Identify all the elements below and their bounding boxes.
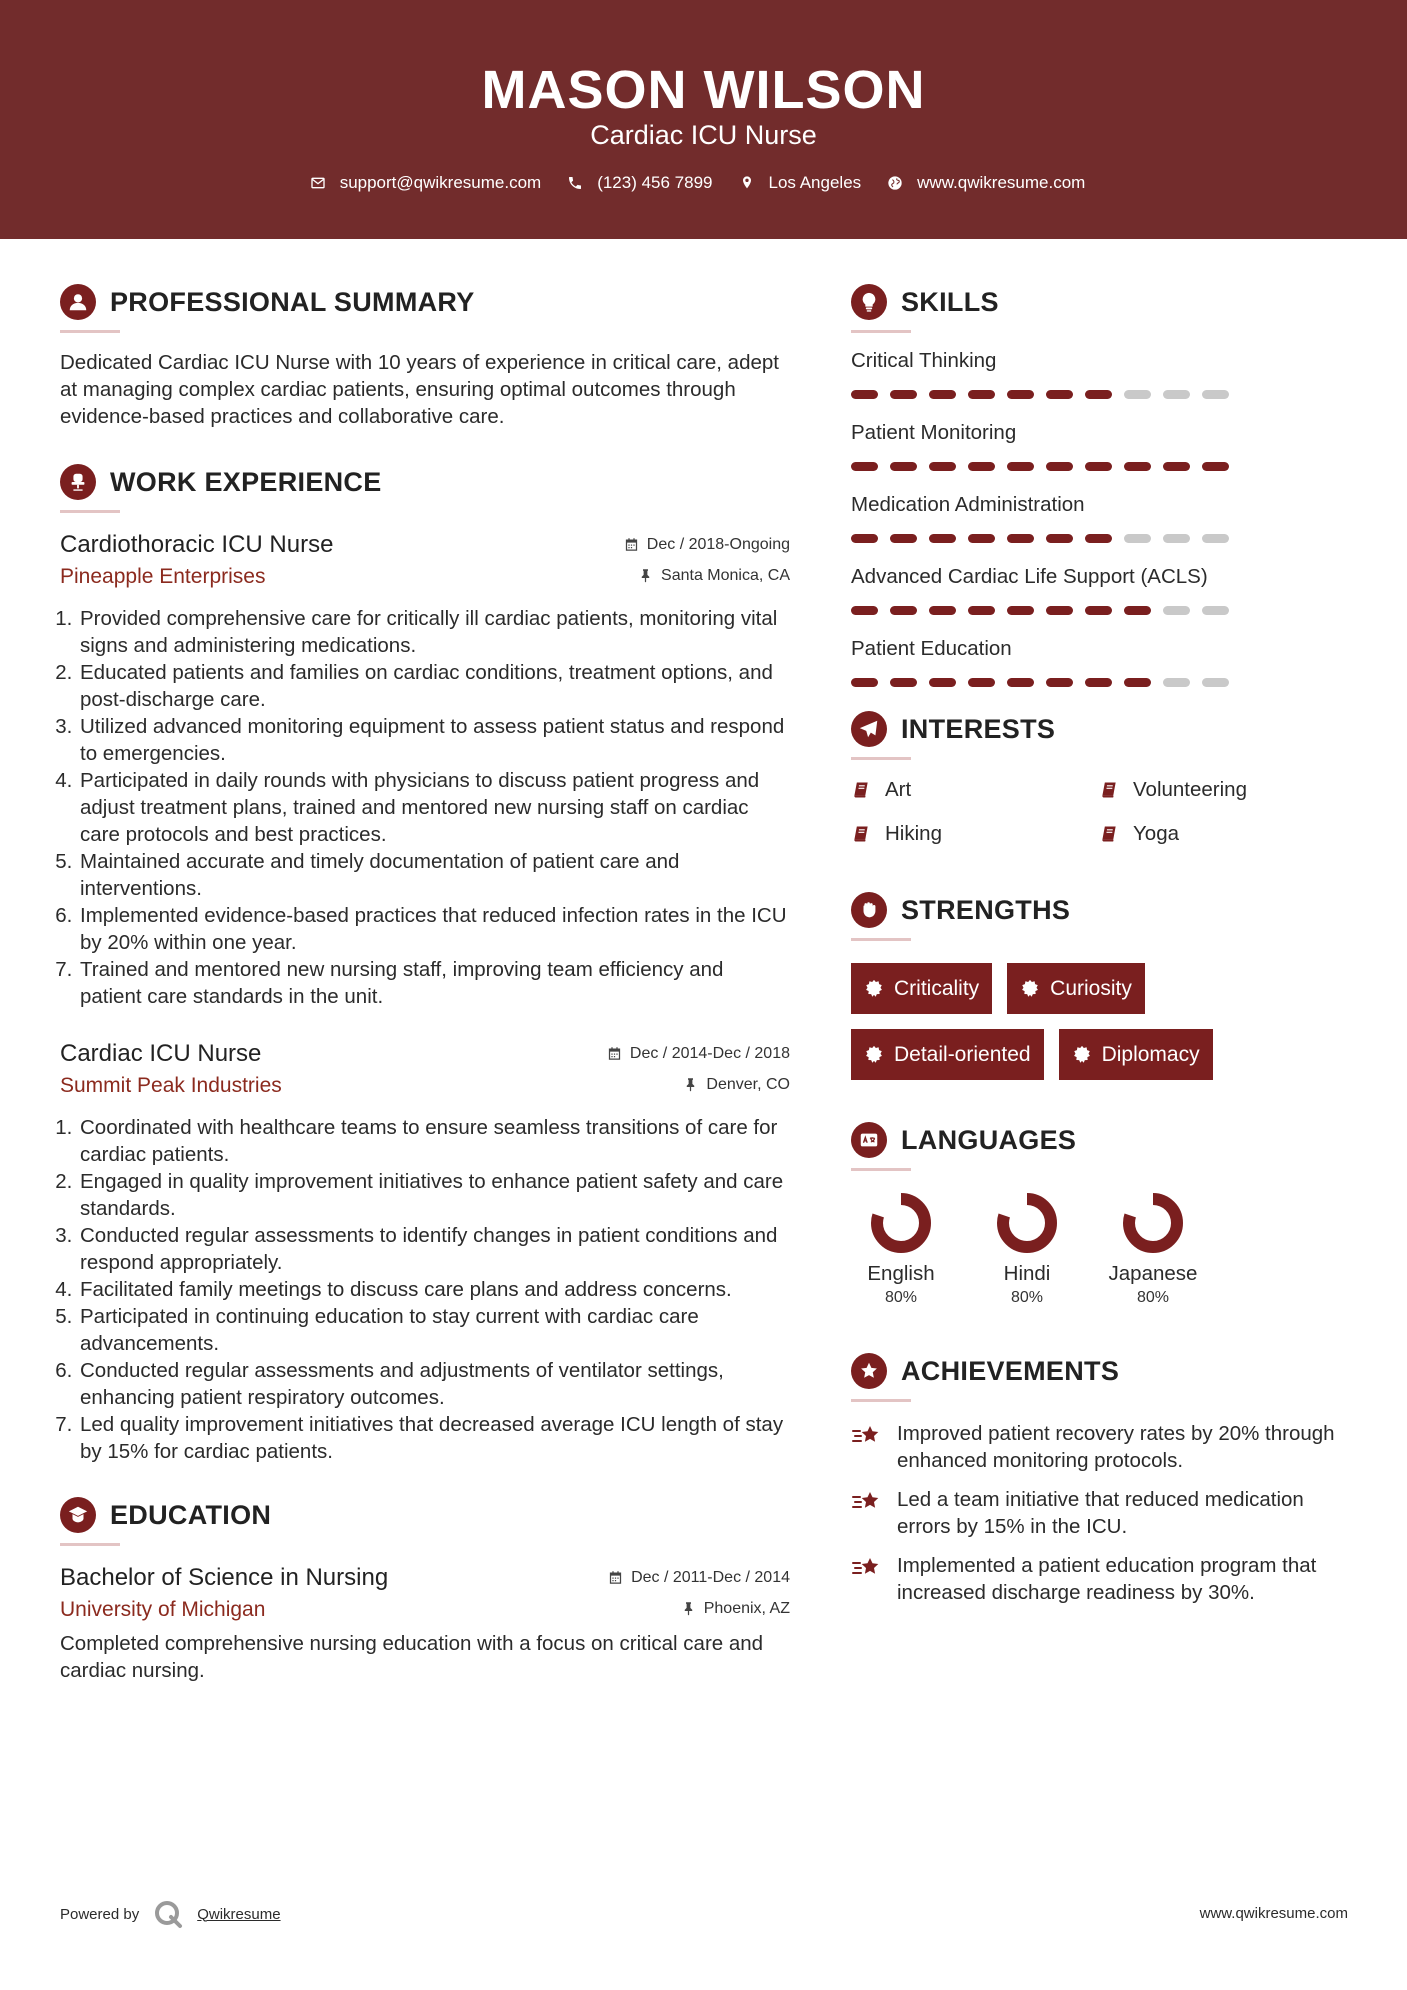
- company-name: Pineapple Enterprises: [60, 565, 266, 588]
- education-date: [608, 1569, 790, 1587]
- strength-tag: [851, 963, 992, 1014]
- skill-dash-empty: [1124, 534, 1151, 543]
- skills-section: [851, 280, 1351, 687]
- contact-email[interactable]: [310, 170, 542, 196]
- job-date: [607, 1045, 790, 1063]
- skill-dash-empty: [1163, 678, 1190, 687]
- strength-tag: [1007, 963, 1145, 1014]
- calendar-icon: [607, 1046, 622, 1061]
- skill-name: Patient Monitoring: [851, 421, 1017, 444]
- badge-icon: [1072, 1045, 1092, 1065]
- interest-item: [1099, 820, 1319, 848]
- skill-dash-filled: [968, 390, 995, 399]
- skill-dash-empty: [1202, 606, 1229, 615]
- footer-powered-by: [60, 1897, 281, 1931]
- skill-dash-filled: [1046, 678, 1073, 687]
- duty-item: 4. Facilitated family meetings to discuss care plans and address concerns.: [78, 1276, 790, 1303]
- language-name: Hindi: [1003, 1262, 1051, 1285]
- right-column: [851, 280, 1351, 1618]
- skill-dash-filled: [851, 534, 878, 543]
- skill-dash-filled: [890, 534, 917, 543]
- skill-dash-filled: [1007, 390, 1034, 399]
- interest-item: [851, 776, 1099, 804]
- footer-website[interactable]: www.qwikresume.com: [1199, 1905, 1348, 1922]
- paper-plane-icon: [851, 711, 887, 747]
- strengths-heading: STRENGTHS: [901, 894, 1071, 925]
- badge-icon: [1020, 979, 1040, 999]
- heading-underline: [851, 330, 911, 333]
- strength-tag: [1059, 1029, 1213, 1080]
- interest-list: [851, 776, 1351, 848]
- achievement-text: Implemented a patient education program that increased discharge readiness by 30%.: [897, 1554, 1317, 1604]
- website-text: www.qwikresume.com: [917, 173, 1086, 192]
- skill-dash-filled: [1124, 678, 1151, 687]
- skill-name: Advanced Cardiac Life Support (ACLS): [851, 565, 1208, 588]
- heading-underline: [60, 1543, 120, 1546]
- language-percent: 80%: [884, 1289, 918, 1306]
- duty-item: 7. Led quality improvement initiatives that decreased average ICU length of stay by 15% for cardiac patients.: [78, 1411, 790, 1465]
- skill-level-bar: [851, 678, 1351, 687]
- contact-bar: [0, 170, 1407, 196]
- skill-name: Critical Thinking: [851, 349, 997, 372]
- job-location: [638, 567, 790, 585]
- skill-dash-filled: [890, 678, 917, 687]
- duty-item: 1. Provided comprehensive care for critically ill cardiac patients, monitoring vital signs and administering medications.: [78, 605, 790, 659]
- skill-dash-filled: [1124, 462, 1151, 471]
- language-ring: [995, 1191, 1059, 1255]
- book-icon: [1099, 780, 1119, 800]
- skill-item: [851, 635, 1351, 687]
- achievement-item: [851, 1552, 1351, 1606]
- experience-section: [60, 460, 790, 1465]
- skill-dash-filled: [1007, 606, 1034, 615]
- skill-dash-filled: [968, 462, 995, 471]
- book-icon: [851, 824, 871, 844]
- skill-dash-filled: [1007, 534, 1034, 543]
- skill-item: [851, 347, 1351, 399]
- badge-icon: [864, 979, 884, 999]
- powered-by-text: Powered by: [60, 1905, 140, 1923]
- language-name: English: [867, 1262, 935, 1285]
- skill-dash-filled: [1085, 606, 1112, 615]
- experience-heading: WORK EXPERIENCE: [110, 466, 382, 497]
- strength-label: Criticality: [894, 976, 980, 1000]
- skill-dash-empty: [1202, 390, 1229, 399]
- skill-level-bar: [851, 390, 1351, 399]
- duty-list: [60, 605, 790, 1010]
- globe-icon: [887, 175, 903, 191]
- language-item: [851, 1191, 951, 1309]
- heading-underline: [60, 330, 120, 333]
- candidate-title: Cardiac ICU Nurse: [590, 120, 817, 150]
- calendar-icon: [624, 537, 639, 552]
- skill-name: Medication Administration: [851, 493, 1085, 516]
- achievement-item: [851, 1420, 1351, 1474]
- skill-dash-filled: [851, 390, 878, 399]
- skill-dash-filled: [1163, 462, 1190, 471]
- pushpin-icon: [681, 1601, 696, 1616]
- skill-level-bar: [851, 462, 1351, 471]
- skill-dash-filled: [929, 678, 956, 687]
- skill-dash-empty: [1202, 678, 1229, 687]
- skill-dash-filled: [1124, 606, 1151, 615]
- job-title: Cardiothoracic ICU Nurse: [60, 531, 334, 558]
- strength-list: [851, 963, 1291, 1080]
- degree-title: Bachelor of Science in Nursing: [60, 1564, 389, 1591]
- language-percent: 80%: [1010, 1289, 1044, 1306]
- interest-label: Hiking: [885, 822, 942, 845]
- summary-section: [60, 280, 790, 430]
- calendar-icon: [608, 1570, 623, 1585]
- summary-heading: PROFESSIONAL SUMMARY: [110, 286, 475, 317]
- qwikresume-logo: [151, 1897, 185, 1931]
- language-name: Japanese: [1108, 1262, 1198, 1285]
- book-icon: [1099, 824, 1119, 844]
- job-location: [683, 1076, 790, 1094]
- lightbulb-icon: [851, 284, 887, 320]
- duty-item: 6. Conducted regular assessments and adjustments of ventilator settings, enhancing patient respiratory outcomes.: [78, 1357, 790, 1411]
- summary-text: Dedicated Cardiac ICU Nurse with 10 years of experience in critical care, adept at managing complex cardiac patients, ensuring optimal outcomes through evidence-based practices and collaborative care.: [60, 351, 779, 428]
- language-card-icon: [851, 1122, 887, 1158]
- skill-dash-filled: [890, 462, 917, 471]
- skill-dash-empty: [1163, 390, 1190, 399]
- skill-dash-filled: [1046, 534, 1073, 543]
- skill-level-bar: [851, 606, 1351, 615]
- heading-underline: [60, 510, 120, 513]
- school-name: University of Michigan: [60, 1598, 266, 1621]
- education-location-text: Phoenix, AZ: [703, 1599, 790, 1617]
- education-description: Completed comprehensive nursing education with a focus on critical care and cardiac nursing.: [60, 1632, 764, 1682]
- pushpin-icon: [683, 1077, 698, 1092]
- job-date: [624, 536, 790, 554]
- interest-label: Volunteering: [1133, 778, 1247, 801]
- duty-list: [60, 1114, 790, 1465]
- skill-dash-filled: [1202, 462, 1229, 471]
- skill-dash-filled: [851, 606, 878, 615]
- skill-dash-empty: [1202, 534, 1229, 543]
- skill-dash-filled: [1007, 678, 1034, 687]
- shooting-star-icon: [851, 1554, 883, 1584]
- language-percent: 80%: [1136, 1289, 1170, 1306]
- phone-icon: [567, 175, 583, 191]
- achievements-heading: ACHIEVEMENTS: [901, 1355, 1120, 1386]
- contact-phone[interactable]: [567, 170, 712, 196]
- envelope-icon: [310, 175, 326, 191]
- company-name: Summit Peak Industries: [60, 1074, 282, 1097]
- job-entry: [60, 529, 790, 1010]
- duty-item: 2. Engaged in quality improvement initiatives to enhance patient safety and care standards.: [78, 1168, 790, 1222]
- duty-item: 7. Trained and mentored new nursing staff, improving team efficiency and patient care standards in the unit.: [78, 956, 790, 1010]
- job-date-text: Dec / 2018-Ongoing: [646, 535, 790, 553]
- graduation-icon: [60, 1497, 96, 1533]
- left-column: [60, 280, 790, 1684]
- interest-label: Yoga: [1133, 822, 1179, 845]
- heading-underline: [851, 1399, 911, 1402]
- achievement-text: Improved patient recovery rates by 20% through enhanced monitoring protocols.: [897, 1422, 1335, 1472]
- strength-label: Diplomacy: [1101, 1042, 1200, 1066]
- duty-item: 6. Implemented evidence-based practices that reduced infection rates in the ICU by 20% within one year.: [78, 902, 790, 956]
- interest-item: [851, 820, 1099, 848]
- heading-underline: [851, 1168, 911, 1171]
- skill-item: [851, 563, 1351, 615]
- badge-icon: [864, 1045, 884, 1065]
- languages-heading: LANGUAGES: [901, 1124, 1077, 1155]
- skill-name: Patient Education: [851, 637, 1012, 660]
- interest-label: Art: [885, 778, 912, 801]
- job-entry: [60, 1038, 790, 1465]
- map-pin-icon: [739, 175, 755, 191]
- interests-heading: INTERESTS: [901, 713, 1056, 744]
- skill-item: [851, 419, 1351, 471]
- skill-dash-filled: [1046, 390, 1073, 399]
- language-ring: [1121, 1191, 1185, 1255]
- skill-dash-filled: [1085, 462, 1112, 471]
- skill-dash-filled: [929, 390, 956, 399]
- interest-item: [1099, 776, 1319, 804]
- skill-dash-empty: [1124, 390, 1151, 399]
- skill-dash-filled: [968, 678, 995, 687]
- duty-item: 5. Participated in continuing education to stay current with cardiac care advancements.: [78, 1303, 790, 1357]
- skill-dash-filled: [1046, 606, 1073, 615]
- email-text: support@qwikresume.com: [339, 173, 542, 192]
- skill-dash-filled: [968, 606, 995, 615]
- education-location: [681, 1600, 790, 1618]
- shooting-star-icon: [851, 1422, 883, 1452]
- skill-dash-filled: [851, 462, 878, 471]
- skill-dash-filled: [1085, 390, 1112, 399]
- resume-header: [0, 0, 1407, 239]
- briefcase-chair-icon: [60, 464, 96, 500]
- language-item: [977, 1191, 1077, 1309]
- skill-dash-empty: [1163, 606, 1190, 615]
- skill-dash-filled: [929, 462, 956, 471]
- shooting-star-icon: [851, 1488, 883, 1518]
- skill-item: [851, 491, 1351, 543]
- heading-underline: [851, 938, 911, 941]
- job-date-text: Dec / 2014-Dec / 2018: [629, 1044, 790, 1062]
- skill-dash-filled: [1046, 462, 1073, 471]
- languages-section: [851, 1118, 1351, 1309]
- duty-item: 4. Participated in daily rounds with physicians to discuss patient progress and adjust treatment plans, trained and mentored new nursing staff on cardiac care protocols and best practices.: [78, 767, 790, 848]
- skill-dash-filled: [929, 606, 956, 615]
- strengths-section: [851, 888, 1351, 1080]
- job-title: Cardiac ICU Nurse: [60, 1040, 262, 1067]
- achievement-list: [851, 1420, 1351, 1606]
- skill-level-bar: [851, 534, 1351, 543]
- phone-text: (123) 456 7899: [597, 173, 713, 192]
- language-ring: [869, 1191, 933, 1255]
- skill-list: [851, 347, 1351, 687]
- book-icon: [851, 780, 871, 800]
- contact-website[interactable]: [887, 170, 1085, 196]
- skill-dash-empty: [1163, 534, 1190, 543]
- contact-location: [739, 170, 862, 196]
- strength-tag: [851, 1029, 1044, 1080]
- star-badge-icon: [851, 1353, 887, 1389]
- education-heading: EDUCATION: [110, 1499, 272, 1530]
- language-item: [1103, 1191, 1203, 1309]
- duty-item: 2. Educated patients and families on cardiac conditions, treatment options, and post-discharge care.: [78, 659, 790, 713]
- skill-dash-filled: [968, 534, 995, 543]
- duty-item: 3. Conducted regular assessments to identify changes in patient conditions and respond appropriately.: [78, 1222, 790, 1276]
- skill-dash-filled: [890, 606, 917, 615]
- education-section: [60, 1493, 790, 1684]
- job-location-text: Santa Monica, CA: [661, 566, 790, 584]
- job-location-text: Denver, CO: [706, 1075, 790, 1093]
- strength-label: Detail-oriented: [894, 1042, 1031, 1066]
- job-list: [60, 529, 790, 1465]
- interests-section: [851, 707, 1351, 848]
- education-date-text: Dec / 2011-Dec / 2014: [631, 1568, 790, 1586]
- skill-dash-filled: [890, 390, 917, 399]
- brand-link[interactable]: Qwikresume: [197, 1905, 281, 1923]
- achievement-item: [851, 1486, 1351, 1540]
- pushpin-icon: [638, 568, 653, 583]
- user-icon: [60, 284, 96, 320]
- skill-dash-filled: [1085, 678, 1112, 687]
- achievement-text: Led a team initiative that reduced medication errors by 15% in the ICU.: [897, 1488, 1304, 1538]
- skill-dash-filled: [929, 534, 956, 543]
- language-list: [851, 1191, 1351, 1309]
- duty-item: 5. Maintained accurate and timely documentation of patient care and interventions.: [78, 848, 790, 902]
- duty-item: 1. Coordinated with healthcare teams to ensure seamless transitions of care for cardiac patients.: [78, 1114, 790, 1168]
- skill-dash-filled: [851, 678, 878, 687]
- achievements-section: [851, 1349, 1351, 1606]
- strength-label: Curiosity: [1050, 976, 1132, 1000]
- fist-icon: [851, 892, 887, 928]
- location-text: Los Angeles: [768, 173, 862, 192]
- skill-dash-filled: [1007, 462, 1034, 471]
- candidate-name: MASON WILSON: [481, 60, 926, 120]
- duty-item: 3. Utilized advanced monitoring equipment to assess patient status and respond to emergencies.: [78, 713, 790, 767]
- skills-heading: SKILLS: [901, 286, 999, 317]
- heading-underline: [851, 757, 911, 760]
- skill-dash-filled: [1085, 534, 1112, 543]
